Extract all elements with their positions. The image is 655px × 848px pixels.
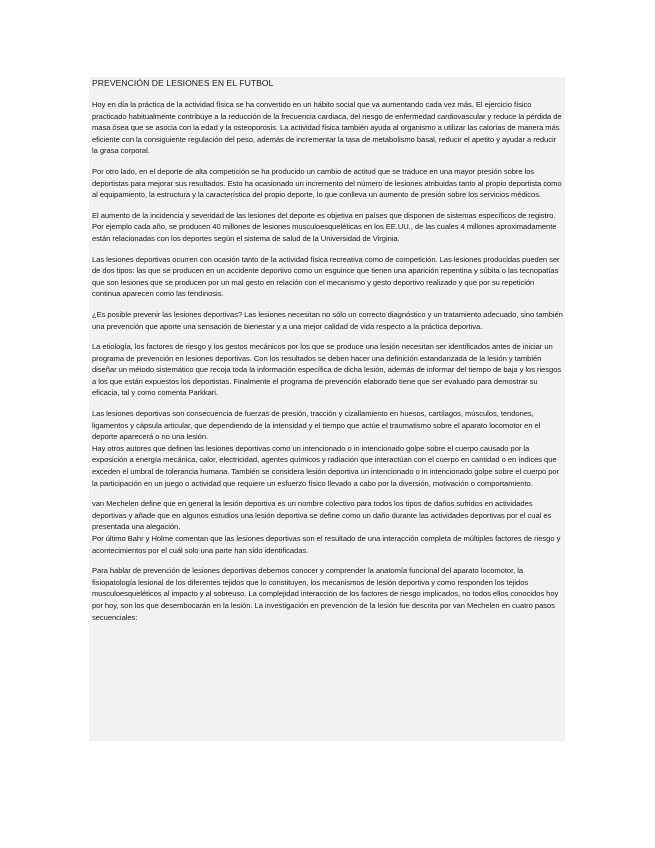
document-title: PREVENCIÓN DE LESIONES EN EL FUTBOL <box>92 78 274 88</box>
paragraph-1: Hoy en día la práctica de la actividad física se ha convertido en un hábito social que va aumentando cada vez más. El ejercicio físico practicado habitualmente contribuye a la reducción de la frecuencia cardiaca, del riesgo de enfermedad cardiovascular y reduce la pérdida de masa ósea que se asocia con la edad y la osteoporosis. La actividad física también ayuda al organismo a utilizar las calorías de manera más eficiente con la consiguiente regulación del peso, además de incrementar la tasa de metabolismo basal, reducir el apetito y ayudar a reducir la grasa corporal. <box>92 100 562 156</box>
document-body <box>89 77 565 741</box>
paragraph-9: van Mechelen define que en general la lesión deportiva es un nombre colectivo para todos los tipos de daños sufridos en actividades deportivas y añade que en algunos estudios una lesión deportiva se define como un daño durante las actividades deportivas por el cual es presentada una alegación. <box>92 499 552 532</box>
paragraph-6: La etiología, los factores de riesgo y los gestos mecánicos por los que se produce una lesión necesitan ser identificados antes de iniciar un programa de prevención en lesiones deportivas. Con los resultados se deben hacer una definición estandarizada de la lesión y también diseñar un método sistemático que recoja toda la información específica de dicha lesión, además de informar del tiempo de baja y los riesgos a los que están expuestos los deportistas. Finalmente el programa de prevención elaborado tiene que ser evaluado para demostrar su eficacia, tal y como comenta Parkkari. <box>92 342 562 398</box>
paragraph-10: Por último Bahr y Holme comentan que las lesiones deportivas son el resultado de una interacción completa de múltiples factores de riesgo y acontecimientos por el cuál solo una parte han sido identificadas. <box>92 534 561 555</box>
paragraph-7: Las lesiones deportivas son consecuencia de fuerzas de presión, tracción y cizallamiento en huesos, cartílagos, músculos, tendones, ligamentos y cápsula articular, que dependiendo de la intensidad y el tiempo que actúe el traumatismo sobre el aparato locomotor en el deporte aparecerá o no una lesión. <box>92 409 541 442</box>
paragraph-5: ¿Es posible prevenir las lesiones deportivas? Las lesiones necesitan no sólo un correcto diagnóstico y un tratamiento adecuado, sino también una prevención que aporte una sensación de bienestar y a una mejor calidad de vida respecto a la práctica deportiva. <box>92 309 563 331</box>
paragraph-11: Para hablar de prevención de lesiones deportivas debemos conocer y comprender la anatomía funcional del aparato locomotor, la fisiopatología lesional de los diferentes tejidos que lo constituyen, los mecanismos de lesión deportiva y como responden los tejidos musculoesqueléticos al impacto y al sobreuso. La complejidad interacción de los factores de riesgo implicados, no todos ellos conocidos hoy por hoy, son los que desembocarán en la lesión. La investigación en prevención de la lesión fue descrita por van Mechelen en cuatro pasos secuenciales: <box>92 566 559 622</box>
paragraph-4: Las lesiones deportivas ocurren con ocasión tanto de la actividad física recreativa como de competición. Las lesiones producidas pueden ser de dos tipos: las que se producen en un accidente deportivo como un esguince que tienen una aparición repentina y súbita o las tecnopatías que son lesiones que se producen por un mal gesto en relación con el mecanismo y gesto deportivo realizado y que por su repetición continua aparecen como las tendinosis. <box>92 254 560 299</box>
paragraph-3: El aumento de la incidencia y severidad de las lesiones del deporte es objetiva en países que disponen de sistemas específicos de registro. Por ejemplo cada año, se producen 40 millones de lesiones musculoesqueléticas en los EE.UU., de las cuales 4 millones aproximadamente están relacionadas con los deportes según el sistema de salud de la Universidad de Virginia. <box>92 210 557 243</box>
paragraph-8: Hay otros autores que definen las lesiones deportivas como un intencionado o in intencionado golpe sobre el cuerpo causado por la exposición a energía mecánica, calor, electricidad, agentes químicos y radiación que interactúan con el cuerpo en cantidad o en índices que exceden el umbral de tolerancia humana. También se considera lesión deportiva un intencionado o in intencionado golpe sobre el cuerpo por la participación en un juego o actividad que requiere un esfuerzo físico llevado a cabo por la diversión, motivación o comportamiento. <box>92 443 560 488</box>
paragraph-2: Por otro lado, en el deporte de alta competición se ha producido un cambio de actitud que se traduce en una mayor presión sobre los deportistas para mejorar sus resultados. Esto ha ocasionado un incremento del número de lesiones atribuidas tanto al propio deportista como al equipamiento, la estructura y la característica del propio deporte, lo que conlleva un aumento de presión sobre los servicios médicos. <box>92 166 562 200</box>
